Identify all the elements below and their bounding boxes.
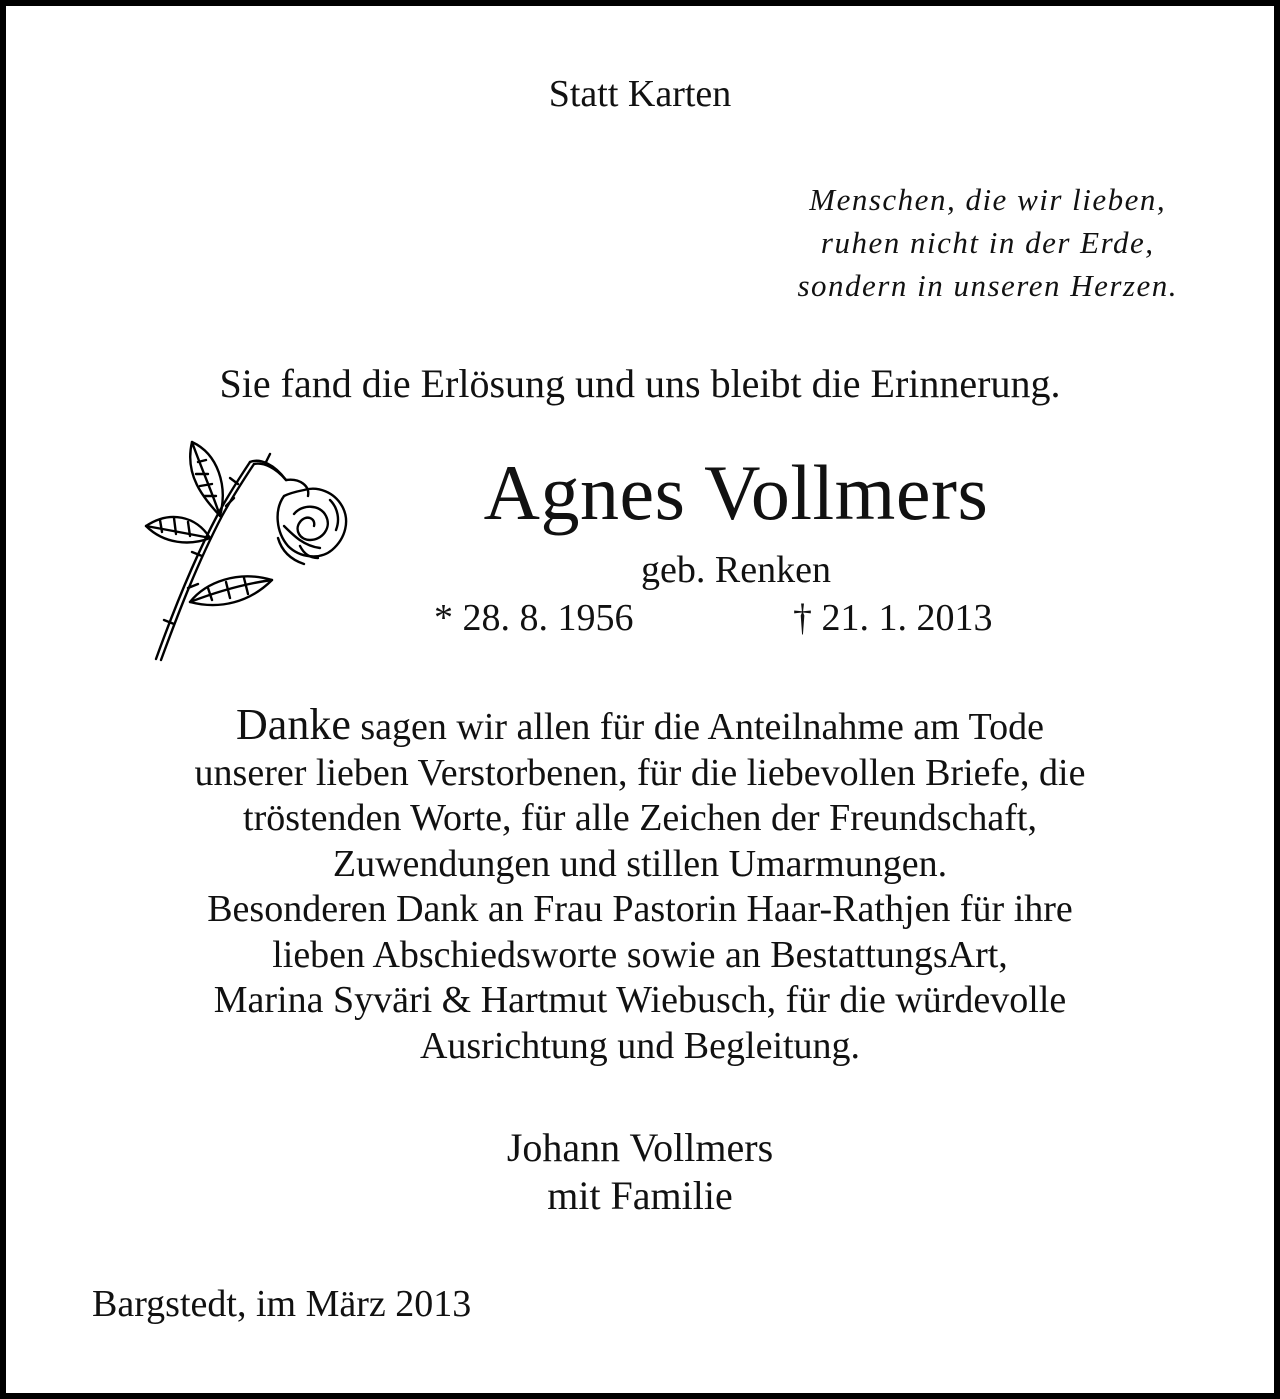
death-date: † 21. 1. 2013 [793,597,993,639]
thanks-first-word: Danke [236,700,351,749]
rose-icon [134,434,359,664]
thanks-line: Marina Syväri & Hartmut Wiebusch, für die würdevolle [213,979,1067,1021]
place-date: Bargstedt, im März 2013 [92,1283,472,1325]
lead-text: Sie fand die Erlösung und uns bleibt die Erinnerung. [219,361,1061,406]
quote [797,178,1178,307]
signature-line: mit Familie [547,1173,733,1218]
thanks-line: lieben Abschiedsworte sowie an BestattungsArt, [272,933,1008,976]
birth-date: * 28. 8. 1956 [434,597,634,639]
thanks-line: Zuwendungen und stillen Umarmungen. [332,842,948,885]
thanks-line: Ausrichtung und Begleitung. [419,1024,861,1067]
thanks-line-rest: sagen wir allen für die Anteilnahme am Tode [350,706,1044,748]
deceased-name: Agnes Vollmers [483,449,989,536]
header-text: Statt Karten [548,73,732,115]
thanks-paragraph [6,702,1274,1069]
signature [6,1124,1274,1220]
thanks-line [6,702,1274,751]
thanks-line: unserer lieben Verstorbenen, für die liebevollen Briefe, die [194,751,1086,794]
quote-line: sondern in unseren Herzen. [797,268,1178,303]
quote-line: Menschen, die wir lieben, [809,182,1167,217]
thanks-line: Besonderen Dank an Frau Pastorin Haar-Rathjen für ihre [207,888,1073,930]
signature-line: Johann Vollmers [506,1125,774,1170]
birth-name: geb. Renken [641,549,831,591]
thanks-line: tröstenden Worte, für alle Zeichen der Freundschaft, [243,797,1037,839]
quote-line: ruhen nicht in der Erde, [820,225,1155,260]
